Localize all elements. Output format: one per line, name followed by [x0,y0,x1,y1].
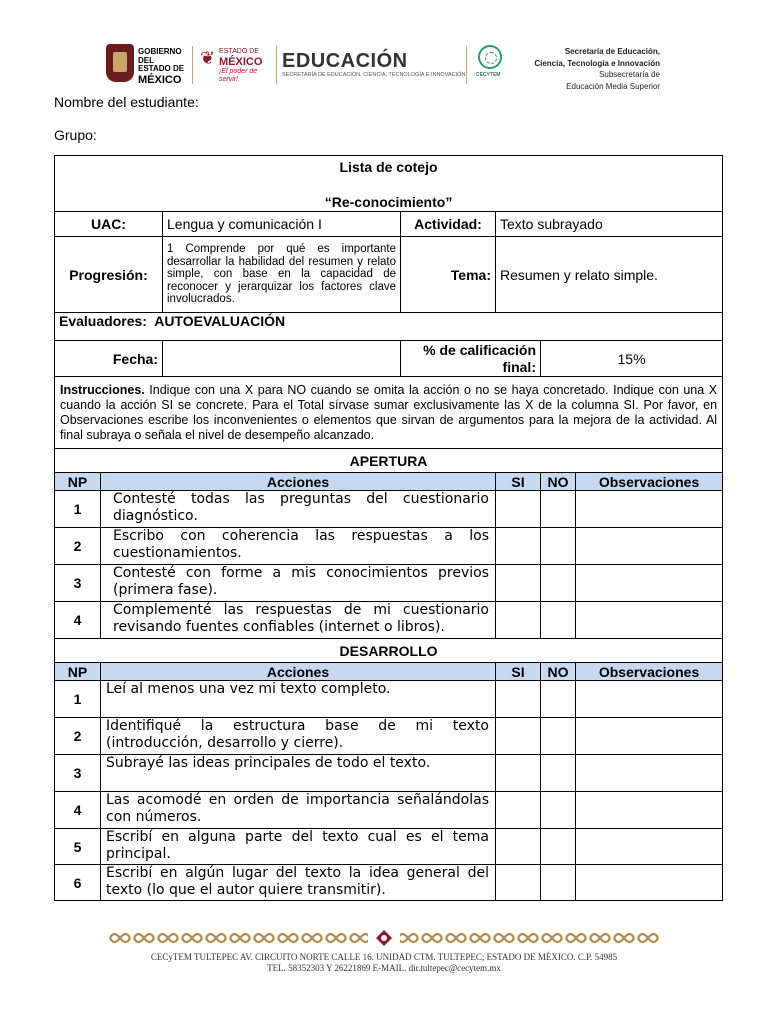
sec-line3: Subsecretaría de [599,70,660,79]
si-cell[interactable] [496,565,541,602]
letterhead [0,40,768,100]
gobierno-line3: MÉXICO [138,73,182,86]
progresion-value: 1 Comprende por qué es importante desarrollar la habilidad del resumen y relato simple, con base en la capacidad de reconocer y jerarquizar los factores clave involucrados. [163,237,401,313]
table-row [55,565,723,602]
row-number: 5 [55,829,101,865]
table-row [55,681,723,718]
student-name-label: Nombre del estudiante: [54,94,199,110]
no-cell[interactable] [541,491,576,528]
no-cell[interactable] [541,792,576,829]
column-header-no: NO [541,663,576,681]
observaciones-cell[interactable] [576,528,723,565]
calificacion-value: 15% [541,341,723,377]
table-row [55,792,723,829]
si-cell[interactable] [496,829,541,865]
table-row [55,528,723,565]
si-cell[interactable] [496,681,541,718]
state-shield-logo [106,44,134,82]
row-number: 6 [55,865,101,901]
si-cell[interactable] [496,865,541,901]
gobierno-estado-logo-text [138,48,188,86]
checklist-title: Lista de cotejo [339,159,438,175]
observaciones-cell[interactable] [576,491,723,528]
sec-line2: Ciencia, Tecnología e Innovación [534,58,660,68]
no-cell[interactable] [541,865,576,901]
edomex-logo-icon: ❦ [200,48,216,68]
tema-value: Resumen y relato simple. [496,237,723,313]
checklist-subtitle: “Re-conocimiento” [324,194,453,210]
observaciones-cell[interactable] [576,718,723,755]
no-cell[interactable] [541,528,576,565]
no-cell[interactable] [541,718,576,755]
gobierno-line2: ESTADO DE [138,64,185,73]
uac-label: UAC: [55,212,163,237]
secretaria-block [534,46,660,92]
row-number: 1 [55,491,101,528]
row-number: 3 [55,565,101,602]
column-header-acciones: Acciones [101,473,496,491]
table-row [55,755,723,792]
header-divider [192,46,193,84]
column-header-si: SI [496,663,541,681]
observaciones-cell[interactable] [576,565,723,602]
tema-label: Tema: [401,237,496,313]
column-header-np: NP [55,473,101,491]
instructions-label: Instrucciones. [60,382,145,397]
evaluadores-value: AUTOEVALUACIÓN [154,313,286,329]
row-number: 2 [55,528,101,565]
header-divider [466,46,467,84]
evaluadores-label: Evaluadores: [59,313,147,329]
progresion-label: Progresión: [55,237,163,313]
ornament-pattern-icon [108,928,660,948]
cecytem-logo-text: CECYTEM [476,72,501,78]
action-text: Leí al menos una vez mi texto completo. [101,681,496,718]
footer-line2: TEL. 58352303 Y 26221869 E-MAIL. dir.tultepec@cecytem.mx [267,963,501,973]
row-number: 3 [55,755,101,792]
instructions-cell [55,377,723,449]
column-header-observaciones: Observaciones [576,473,723,491]
footer-line1: CECyTEM TULTEPEC AV. CIRCUITO NORTE CALLE 16. UNIDAD CTM. TULTEPEC; ESTADO DE MÉXICO. C.P. 54985 [150,952,618,962]
row-number: 4 [55,792,101,829]
actividad-value: Texto subrayado [496,212,723,237]
no-cell[interactable] [541,565,576,602]
no-cell[interactable] [541,755,576,792]
si-cell[interactable] [496,491,541,528]
row-number: 2 [55,718,101,755]
si-cell[interactable] [496,718,541,755]
cecytem-logo-icon [478,45,502,69]
action-text: Escribí en algún lugar del texto la idea general del texto (lo que el autor quiere transmitir). [101,865,496,901]
observaciones-cell[interactable] [576,792,723,829]
table-row [55,865,723,901]
actividad-label: Actividad: [401,212,496,237]
edomex-logo-text [219,48,273,84]
observaciones-cell[interactable] [576,829,723,865]
fecha-value[interactable] [163,341,401,377]
observaciones-cell[interactable] [576,602,723,639]
table-row [55,602,723,639]
no-cell[interactable] [541,602,576,639]
si-cell[interactable] [496,528,541,565]
checklist-table [54,155,723,901]
decorative-footer-band [108,928,660,948]
group-label: Grupo: [54,127,97,143]
sec-line1: Secretaría de Educación, [564,47,660,56]
table-row [55,718,723,755]
no-cell[interactable] [541,829,576,865]
instructions-text: Indique con una X para NO cuando se omita la acción o no se haya concretado. Indique con una X cuando la acción SI se concrete. Para el Total sírvase sumar exclusivamente las X de la columna SI. Por favor, en Observaciones escribe los inconvenientes o elementos que sirvan de argumentos para la mejora de la actividad. Al final subraya o señala el nivel de desempeño alcanzado. [60,382,718,442]
calificacion-label: % de calificación final: [401,341,541,377]
action-text: Las acomodé en orden de importancia señalándolas con números. [101,792,496,829]
gobierno-line1: GOBIERNO DEL [138,47,182,65]
sec-line4: Educación Media Superior [566,81,660,91]
edomex-line1: ESTADO DE [219,48,259,55]
row-number: 1 [55,681,101,718]
observaciones-cell[interactable] [576,865,723,901]
no-cell[interactable] [541,681,576,718]
si-cell[interactable] [496,792,541,829]
action-text: Escribí en alguna parte del texto cual es el tema principal. [101,829,496,865]
column-header-acciones: Acciones [101,663,496,681]
edomex-lema: ¡El poder de servir! [219,68,258,83]
evaluadores-cell [55,313,723,341]
observaciones-cell[interactable] [576,755,723,792]
action-text: Complementé las respuestas de mi cuestionario revisando fuentes confiables (internet o libros). [101,602,496,639]
table-row [55,491,723,528]
column-header-no: NO [541,473,576,491]
action-text: Escribo con coherencia las respuestas a los cuestionamientos. [101,528,496,565]
educacion-logo-title: EDUCACIÓN [282,50,408,72]
footer-address [0,952,768,974]
observaciones-cell[interactable] [576,681,723,718]
action-text: Identifiqué la estructura base de mi texto (introducción, desarrollo y cierre). [101,718,496,755]
checklist-title-cell [55,156,723,212]
edomex-line2: MÉXICO [219,56,263,68]
action-text: Contesté con forme a mis conocimientos previos (primera fase). [101,565,496,602]
educacion-logo-subtitle: SECRETARÍA DE EDUCACIÓN, CIENCIA, TECNOLOGÍA E INNOVACIÓN [282,72,466,78]
si-cell[interactable] [496,602,541,639]
action-text: Contesté todas las preguntas del cuestionario diagnóstico. [101,491,496,528]
section-title-apertura: APERTURA [55,449,723,473]
column-header-si: SI [496,473,541,491]
column-header-np: NP [55,663,101,681]
row-number: 4 [55,602,101,639]
fecha-label: Fecha: [55,341,163,377]
si-cell[interactable] [496,755,541,792]
column-header-observaciones: Observaciones [576,663,723,681]
header-divider [276,46,277,84]
section-title-desarrollo: DESARROLLO [55,639,723,663]
table-row [55,829,723,865]
uac-value: Lengua y comunicación I [163,212,401,237]
action-text: Subrayé las ideas principales de todo el texto. [101,755,496,792]
